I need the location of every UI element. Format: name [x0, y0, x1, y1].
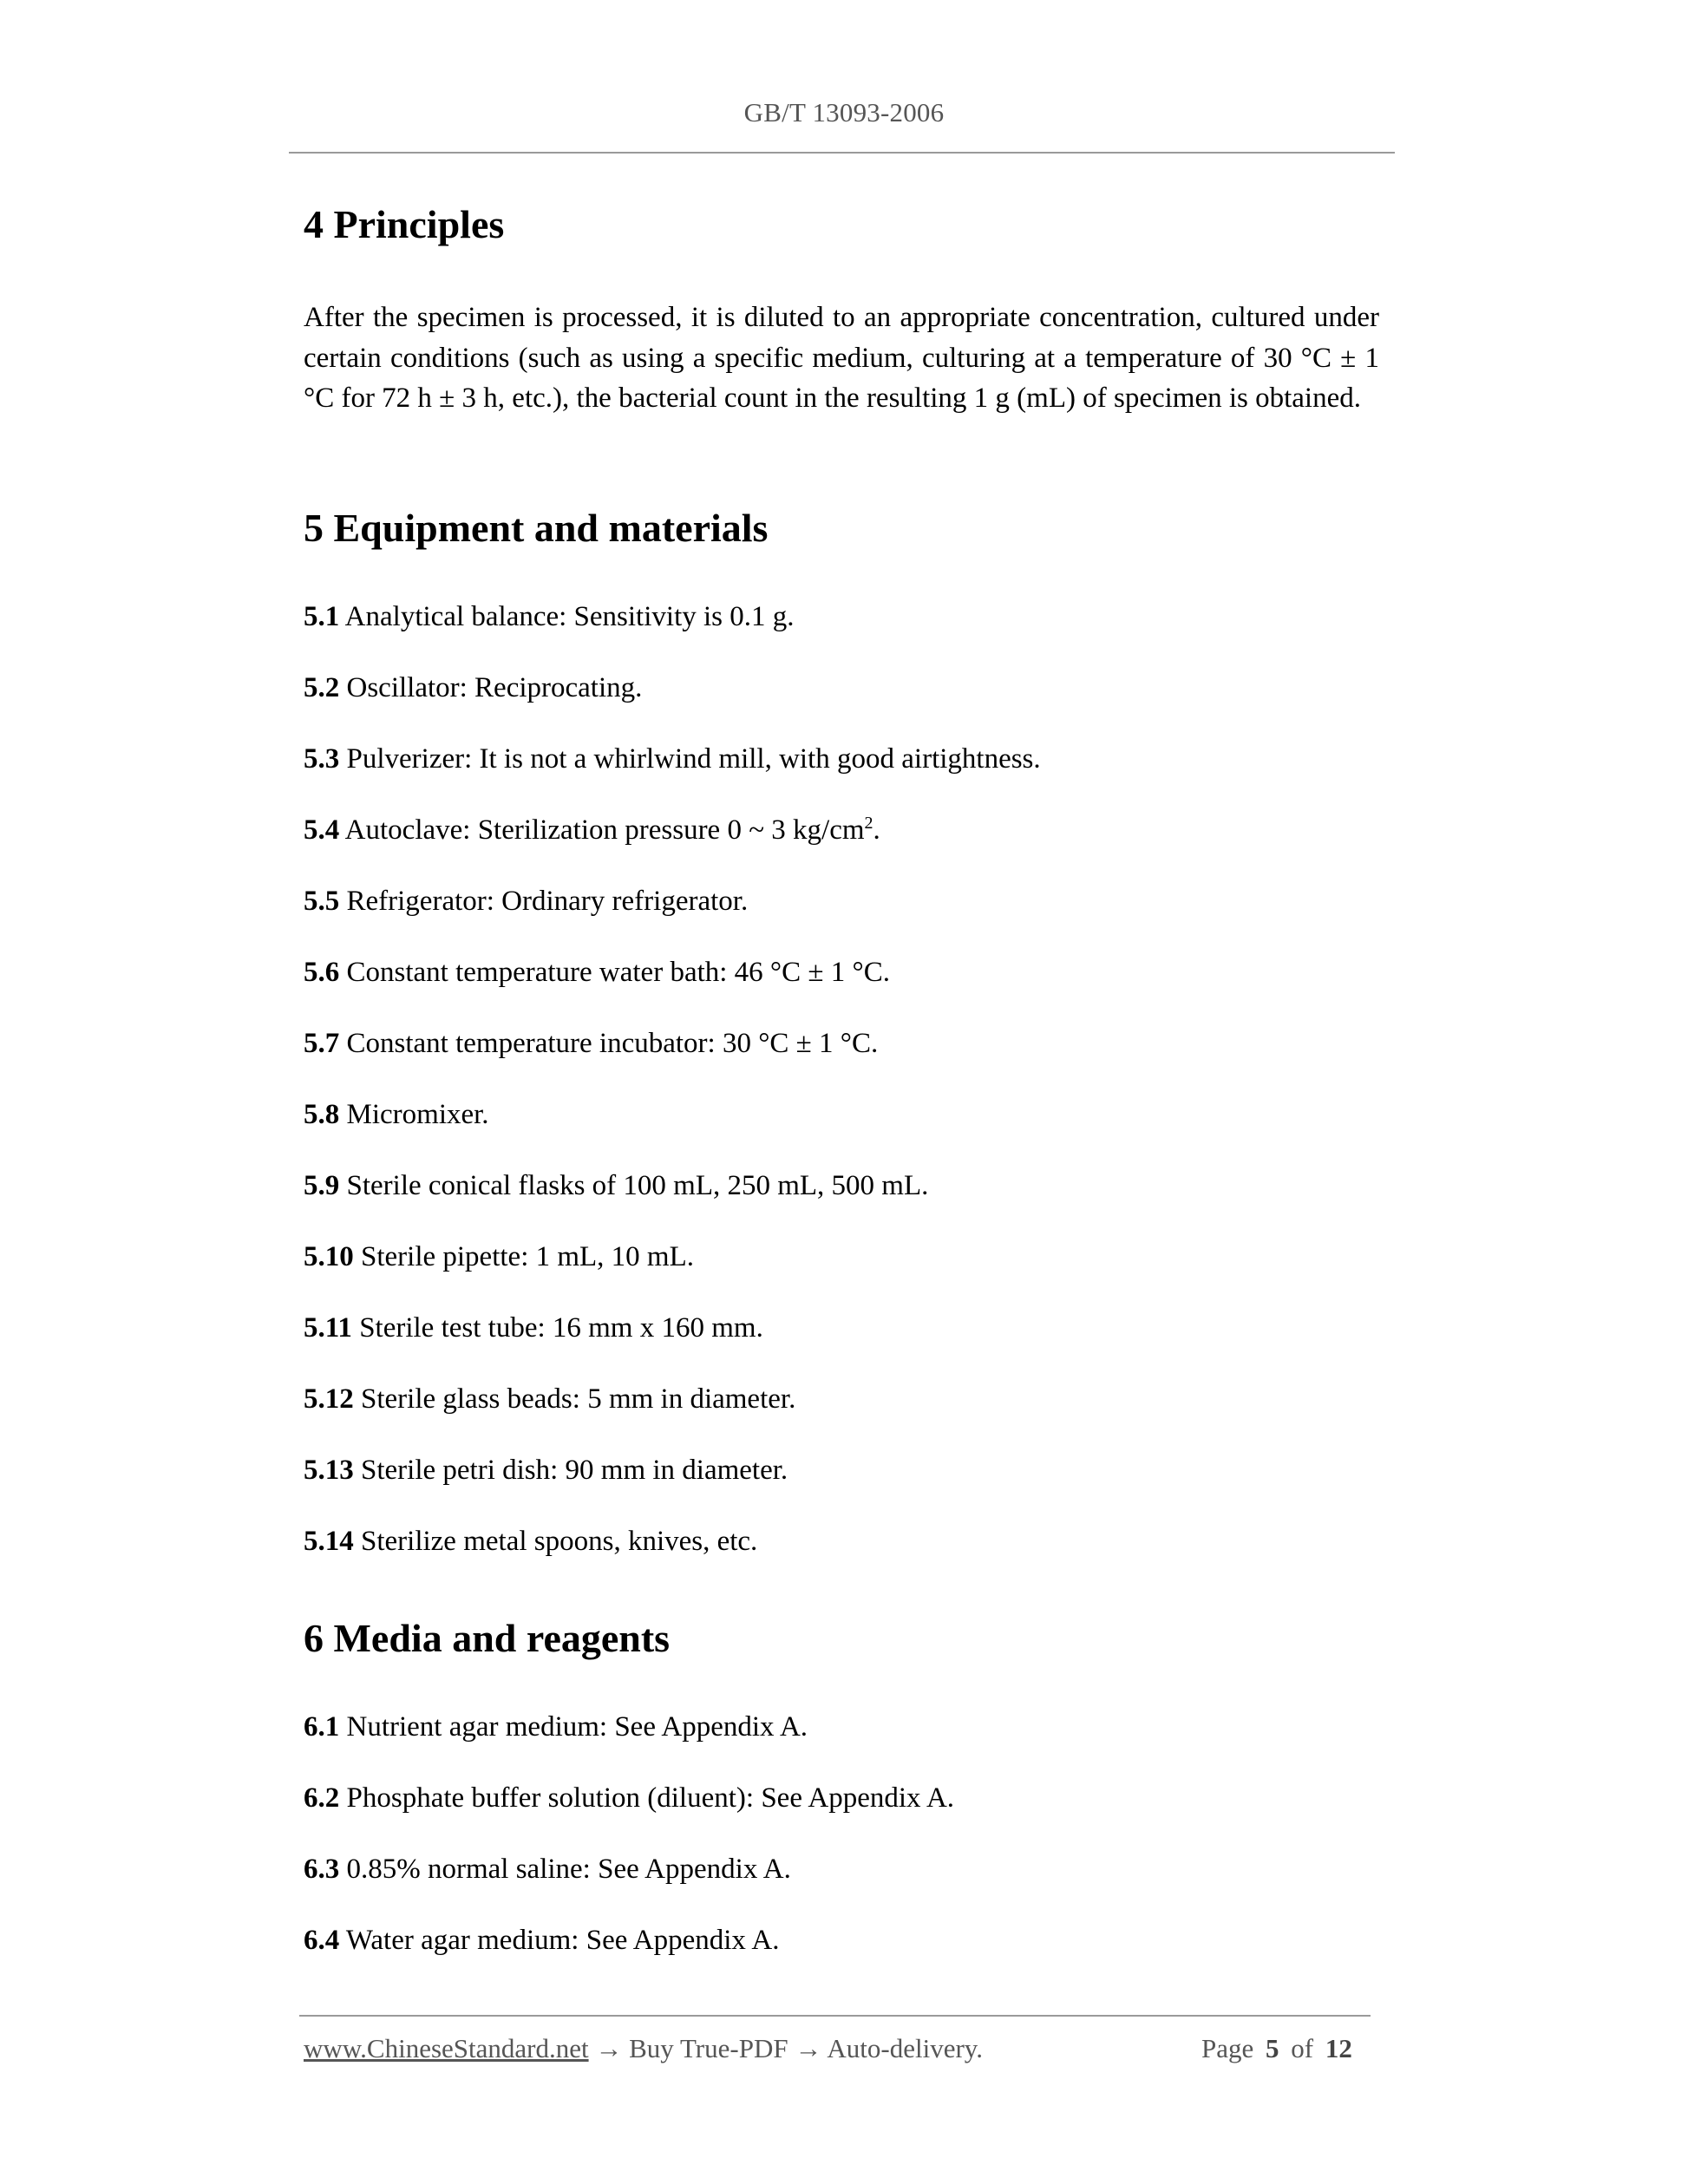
list-item: 5.4 Autoclave: Sterilization pressure 0 ~ 3 $kg/cm^2$. [304, 814, 880, 846]
list-item: 5.6 Constant temperature water bath: 46 °C ± 1 °C. [304, 957, 890, 988]
list-item: 5.7 Constant temperature incubator: 30 °C ± 1 °C. [304, 1028, 879, 1059]
list-item: 6.3 0.85% normal saline: See Appendix A. [304, 1854, 791, 1885]
section-heading-principles: 4 Principles [304, 202, 505, 246]
footer-promo [304, 2033, 983, 2064]
list-item: 5.11 Sterile test tube: 16 mm x 160 mm. [304, 1312, 763, 1344]
section-heading-media: 6 Media and reagents [304, 1616, 671, 1660]
page-number: Page 5 of 12 [1201, 2033, 1352, 2063]
principles-paragraph: After the specimen is processed, it is diluted to an appropriate concentration, cultured under certain conditions (such as using a specific medium, culturing at a temperature of 30 °C ± 1 °C for 72 h ± 3 h, etc.), the bacterial count in the resulting 1 g (mL) of specimen is obtained. [304, 302, 1379, 414]
list-item: 5.8 Micromixer. [304, 1099, 489, 1130]
list-item: 5.10 Sterile pipette: 1 mL, 10 mL. [304, 1241, 695, 1272]
document-header-title: GB/T 13093-2006 [743, 97, 945, 128]
list-item: 5.9 Sterile conical flasks of 100 mL, 250 mL, 500 mL. [304, 1170, 929, 1201]
website-link[interactable]: www.ChineseStandard.net [304, 2033, 589, 2063]
list-item: 5.14 Sterilize metal spoons, knives, etc. [304, 1526, 758, 1557]
list-item: 5.5 Refrigerator: Ordinary refrigerator. [304, 886, 749, 917]
current-page: 5 [1266, 2033, 1279, 2063]
arrow-right-icon: → [795, 2033, 822, 2063]
header-divider [289, 152, 1395, 154]
list-item: 5.12 Sterile glass beads: 5 mm in diameter. [304, 1383, 796, 1415]
list-item: 5.1 Analytical balance: Sensitivity is 0.1 g. [304, 601, 795, 632]
list-item: 6.2 Phosphate buffer solution (diluent): See Appendix A. [304, 1782, 955, 1814]
section-heading-equipment: 5 Equipment and materials [304, 506, 769, 550]
total-pages: 12 [1325, 2033, 1352, 2063]
arrow-right-icon: → [595, 2033, 623, 2063]
list-item: 6.4 Water agar medium: See Appendix A. [304, 1925, 780, 1956]
list-item: 5.2 Oscillator: Reciprocating. [304, 672, 643, 703]
footer-step-buy: Buy True-PDF [629, 2033, 788, 2063]
footer-divider [299, 2015, 1371, 2017]
list-item: 5.3 Pulverizer: It is not a whirlwind mill, with good airtightness. [304, 743, 1041, 775]
footer-step-delivery: Auto-delivery. [827, 2033, 984, 2063]
list-item: 6.1 Nutrient agar medium: See Appendix A. [304, 1711, 808, 1743]
list-item: 5.13 Sterile petri dish: 90 mm in diameter. [304, 1455, 788, 1486]
